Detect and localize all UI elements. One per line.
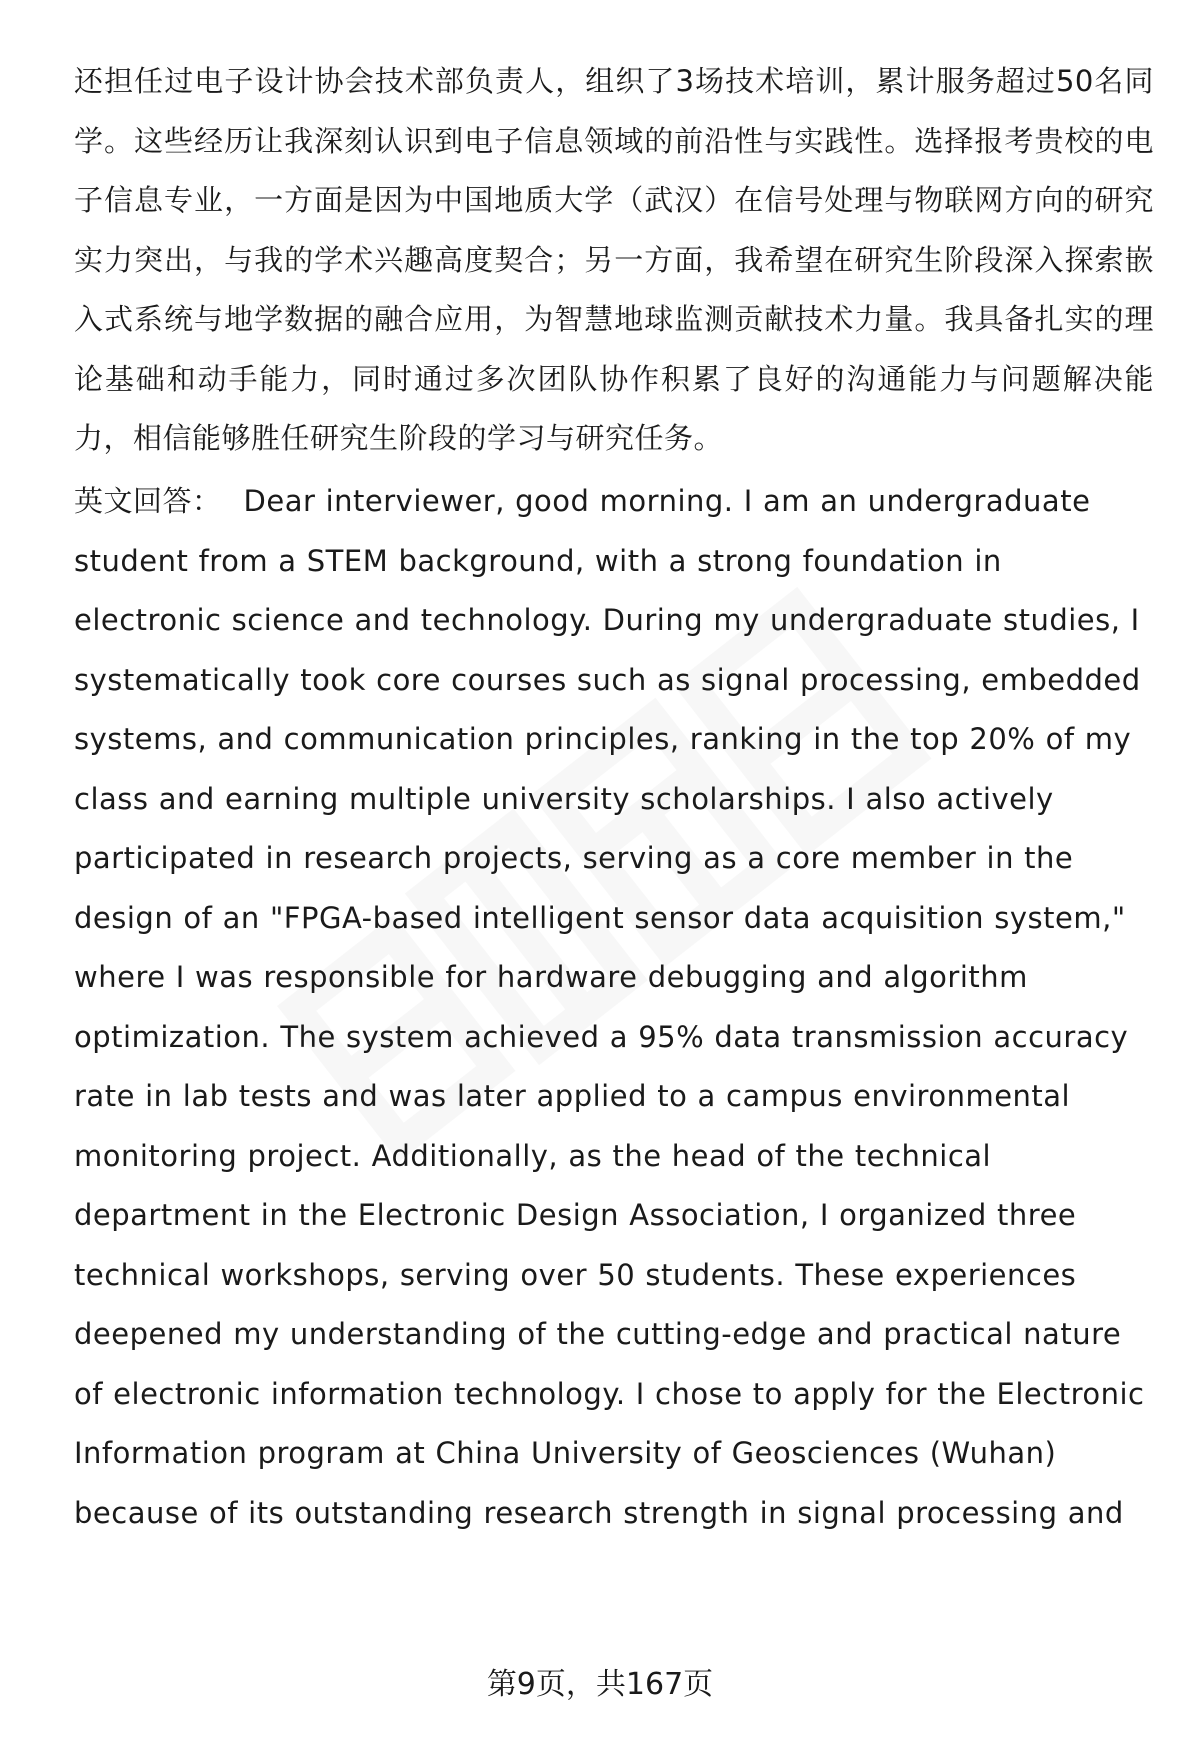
english-answer-paragraph — [74, 472, 1154, 1552]
page-number-footer: 第9页，共167页 — [486, 1667, 714, 1702]
chinese-answer-paragraph: 还担任过电子设计协会技术部负责人，组织了3场技术培训，累计服务超过50名同学。这些经历让我深刻认识到电子信息领域的前沿性与实践性。选择报考贵校的电子信息专业，一方面是因为中国地质大学（武汉）在信号处理与物联网方向的研究实力突出，与我的学术兴趣高度契合；另一方面，我希望在研究生阶段深入探索嵌入式系统与地学数据的融合应用，为智慧地球监测贡献技术力量。我具备扎实的理论基础和动手能力，同时通过多次团队协作积累了良好的沟通能力与问题解决能力，相信能够胜任研究生阶段的学习与研究任务。 — [74, 64, 1154, 455]
document-page — [74, 52, 1154, 1552]
english-answer-label: 英文回答： — [74, 484, 222, 518]
english-answer-text: Dear interviewer, good morning. I am an undergraduate student from a STEM background, with a strong foundation in electronic science and technology. During my undergraduate studies, I systematically took core courses such as signal processing, embedded systems, and communication principles, ranking in the top 20% of my class and earning multiple university scholarships. I also actively participated in research projects, serving as a core member in the design of an "FPGA-based intelligent sensor data acquisition system," where I was responsible for hardware debugging and algorithm optimization. The system achieved a 95% data transmission accuracy rate in lab tests and was later applied to a campus environmental monitoring project. Additionally, as the head of the technical department in the Electronic Design Association, I organized three technical workshops, serving over 50 students. These experiences deepened my understanding of the cutting-edge and practical nature of electronic information technology. I chose to apply for the Electronic Information program at China University of Geosciences (Wuhan) because of its outstanding research strength in signal processing and — [74, 484, 1145, 1530]
